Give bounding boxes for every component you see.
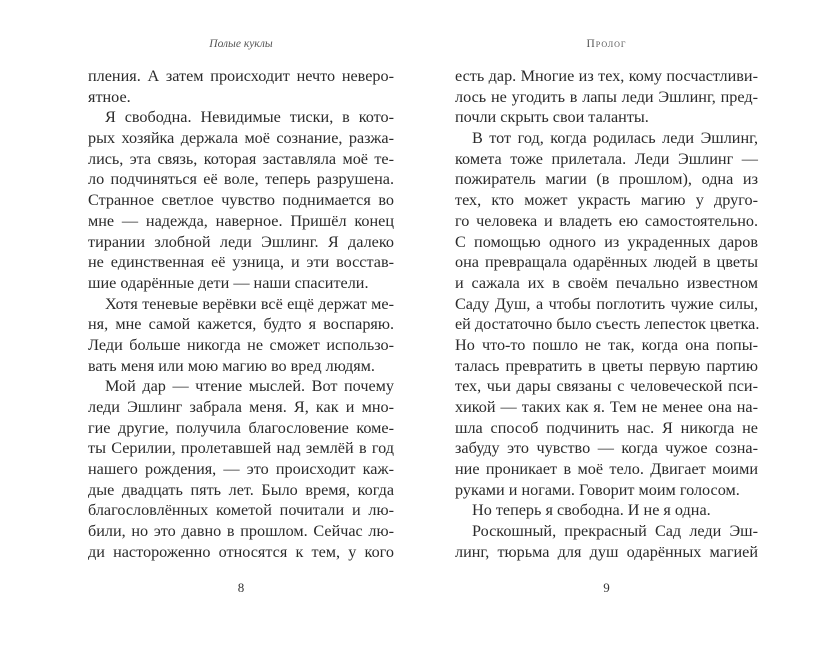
page-number: 8 (237, 580, 245, 595)
text-line: Мой дар — чтение мыслей. Вот почему (105, 377, 394, 396)
running-head-chapter-title: Пролог (586, 38, 627, 50)
text-line: и сажала их в своём печально известном (455, 273, 758, 292)
text-line: Леди больше никогда не сможет использо- (88, 335, 394, 354)
text-line: шла способ подчинить нас. Я никогда не (455, 418, 758, 437)
text-line: рых хозяйка держала моё сознание, разжа- (88, 129, 394, 148)
text-line: нашего рождения, — это происходит каж- (88, 460, 394, 479)
right-page-body (455, 66, 758, 563)
text-line: тирании злобной леди Эшлинг. Я далеко (88, 232, 394, 251)
text-line: линг, тюрьма для душ одарённых магией (455, 542, 758, 561)
text-line: благословлённых кометой почитали и лю- (88, 501, 394, 520)
text-line: Саду Душ, а чтобы поглотить чужие силы, (455, 294, 758, 313)
text-line: не единственная её узница, и эти восстав- (88, 253, 394, 272)
text-line: талась превратить в цветы первую партию (455, 356, 758, 375)
text-line: Но что-то пошло не так, когда она попы- (455, 335, 758, 354)
right-page (455, 0, 758, 656)
text-line: Странное светлое чувство поднимается во (88, 191, 394, 210)
text-line: ятное. (88, 87, 131, 106)
text-line: ей достаточно было съесть лепесток цветка. (455, 315, 760, 334)
text-line: С помощью одного из украденных даров (455, 232, 758, 251)
text-line: тех, чьи дары связаны с человеческой пси- (455, 377, 758, 396)
text-line: Хотя теневые верёвки всё ещё держат ме- (105, 294, 394, 313)
left-page-body (88, 66, 394, 563)
text-line: тех, кто может украсть магию у друго- (455, 191, 758, 210)
text-line: били, но это давно в прошлом. Сейчас лю- (88, 522, 394, 541)
text-line: ди настороженно относятся к тем, у кого (88, 542, 394, 561)
text-line: ня, мне самой кажется, будто я воспаряю. (88, 315, 394, 334)
text-line: почли скрыть свои таланты. (455, 108, 649, 127)
text-line: мне — надежда, наверное. Пришёл конец (88, 211, 394, 230)
text-line: хикой — таких как я. Тем не менее она на- (455, 398, 758, 416)
page-number: 9 (603, 580, 610, 595)
text-line: гие другие, получила благословение коме- (88, 418, 394, 437)
text-line: вать меня или мою магию во вред людям. (88, 356, 375, 375)
text-line: лось не угодить в лапы леди Эшлинг, пред- (455, 87, 758, 106)
text-line: ты Серилии, пролетавшей над землёй в год (88, 439, 394, 458)
text-line: пления. А затем происходит нечто неверо- (88, 67, 394, 85)
text-line: го человека и владеть ею самостоятельно. (455, 211, 758, 230)
left-page (88, 0, 394, 656)
text-line: руками и ногами. Говорит моим голосом. (455, 480, 740, 499)
text-line: Я свободна. Невидимые тиски, в кото- (105, 108, 394, 127)
running-head-book-title: Полые куклы (209, 38, 273, 50)
text-line: шие одарённые дети — наши спасители. (88, 273, 369, 292)
text-line: ние проникает в моё тело. Двигает моими (455, 460, 758, 479)
text-line: ло подчиняться её воле, теперь разрушена. (88, 170, 394, 189)
text-line: лись, эта связь, которая заставляла моё те- (88, 149, 394, 168)
text-line: есть дар. Многие из тех, кому посчастливи- (455, 67, 758, 85)
text-line: леди Эшлинг забрала меня. Я, как и мно- (88, 398, 394, 416)
text-line: дые двадцать пять лет. Было время, когда (88, 480, 394, 499)
text-line: В тот год, когда родилась леди Эшлинг, (472, 129, 758, 148)
text-line: пожиратель магии (в прошлом), одна из (455, 170, 758, 189)
text-line: Роскошный, прекрасный Сад леди Эш- (472, 522, 758, 541)
text-line: Но теперь я свободна. И не я одна. (472, 501, 711, 520)
text-line: она превращала одарённых людей в цветы (455, 253, 758, 272)
text-line: забуду это чувство — когда чужое созна- (455, 439, 758, 458)
text-line: комета тоже прилетала. Леди Эшлинг — (455, 149, 758, 168)
